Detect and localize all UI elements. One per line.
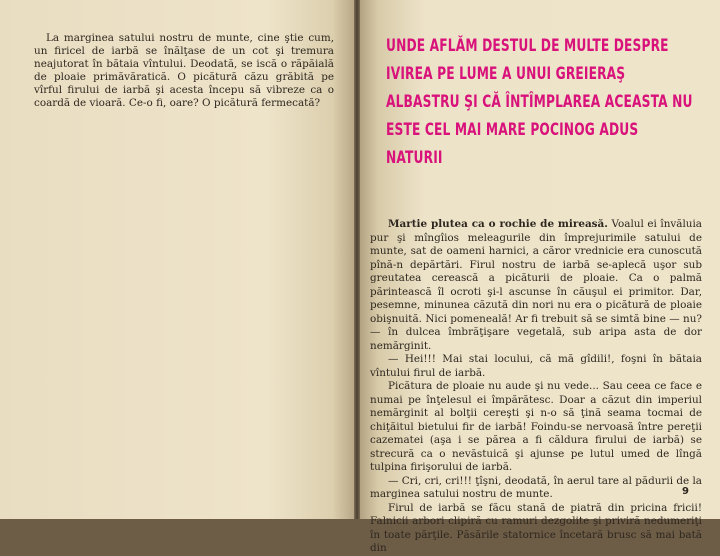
- right-page-paragraph-3: Picătura de ploaie nu aude şi nu vede... Sau ceea ce face e numai pe înţelesul ei împărătesc. Doar a căzut din imperiul nemărginit al bolţii cereşti şi n-o să ţină seama tocmai de chiţăitul bietului fir de iarbă! Foindu-se nervoasă între pereţii cazematei (aşa i se părea a fi căldura firului de iarbă) se strecură ca o nevăstuică şi ajunse pe lutul umed de lîngă tulpina firişorului de iarbă.: [370, 380, 702, 473]
- right-page-paragraph-1: [370, 218, 702, 353]
- page-number: 9: [682, 486, 689, 497]
- chapter-title: UNDE AFLĂM DESTUL DE MULTE DESPRE IVIREA PE LUME A UNUI GREIERAŞ ALBASTRU ŞI CĂ ÎNTÎMPLAREA ACEASTA NU ESTE CEL MAI MARE POCINOG ADUS NATURII: [386, 36, 693, 168]
- left-page: [0, 0, 354, 519]
- right-page-body: [370, 218, 702, 556]
- paragraph-1-text: Voalul ei învăluia pur şi mîngîios meleagurile din împrejurimile satului de munte, sat de oameni harnici, a căror vrednicie era cunoscută pînă-n depărtări. Firul nostru de iarbă se-aplecă uşor sub greutatea cerească a picăturii de ploaie. Ca o palmă părintească îl ocroti şi-l ascunse în căuşul ei primitor. Dar, pesemne, minunea căzută din nori nu era o picătură de ploaie obişnuită. Nici pomeneală! Ar fi trebuit să se simtă bine — nu? — în dulcea îmbrăţişare vegetală, sub aripa asta de dor nemărginit.: [370, 218, 702, 352]
- right-page-paragraph-4: — Cri, cri, cri!!! ţîşni, deodată, în aerul tare al pădurii de la marginea satului nostru de munte.: [370, 474, 702, 500]
- lead-sentence: Martie plutea ca o rochie de mireasă.: [388, 218, 608, 230]
- left-page-paragraph: La marginea satului nostru de munte, cine ştie cum, un firicel de iarbă se înălţase de un cot şi tremura neajutorat în bătaia vîntului. Deodată, se iscă o răpăială de ploaie primăvăratică. O picătură căzu grăbită pe vîrful firului de iarbă şi acesta începu să vibreze ca o coardă de vioară. Ce-o fi, oare? O picătură fermecată?: [34, 32, 334, 109]
- right-page-paragraph-5: Firul de iarbă se făcu stană de piatră din pricina fricii! Falnicii arbori clipiră cu ramuri dezgolite şi priviră nedumeriţi în toate părţile. Păsările statornice încetară brusc să mai bată din: [370, 501, 702, 554]
- right-page-paragraph-2: — Hei!!! Mai stai locului, că mă gîdili!, foşni în bătaia vîntului firul de iarbă.: [370, 353, 702, 379]
